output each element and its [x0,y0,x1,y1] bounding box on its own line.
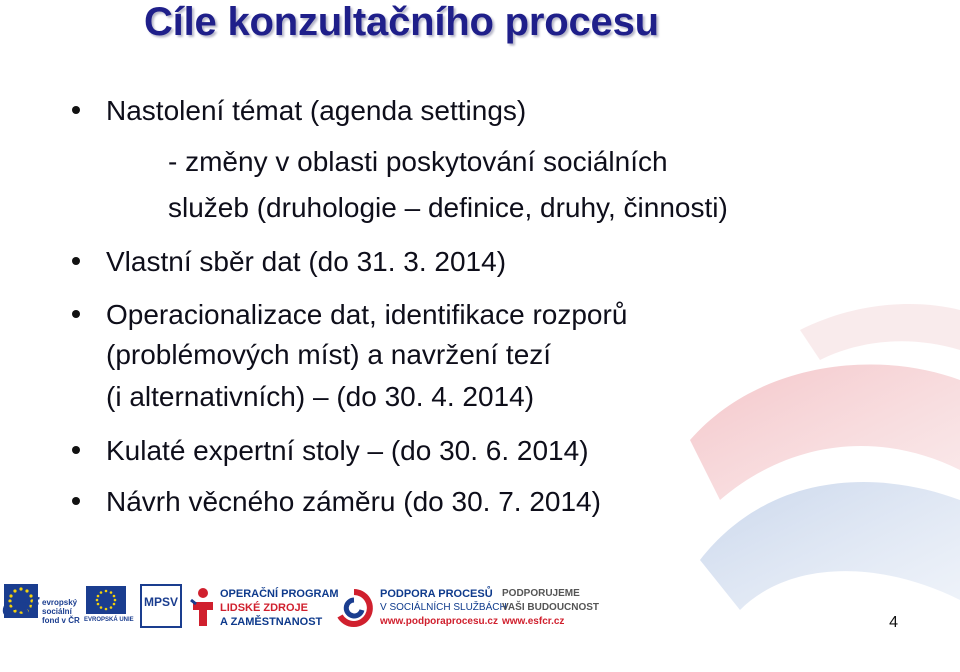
logo-strip [0,578,960,638]
line-9: Návrh věcného záměru (do 30. 7. 2014) [106,486,601,517]
mpsv-logo [140,584,182,628]
eu-logo [84,586,134,632]
line-6: (problémových míst) a navržení tezí [106,339,552,370]
esf-text-2: sociální [42,607,72,616]
op-line-1: OPERAČNÍ PROGRAM [220,588,339,600]
budoucnost-line-1: PODPORUJEME [502,588,580,599]
eu-flag-icon [86,586,126,614]
line-7: (i alternativních) – (do 30. 4. 2014) [106,381,535,412]
op-figure-icon [190,586,216,628]
mpsv-text: MPSV [143,595,178,609]
op-line-3: A ZAMĚSTNANOST [220,616,323,628]
line-1: Nastolení témat (agenda settings) [106,95,527,126]
bullet-1 [72,106,80,114]
page-number: 4 [889,614,898,631]
podpora-procesu-logo [334,584,507,632]
line-5: Operacionalizace dat, identifikace rozporů [106,299,628,330]
esf-mark: esf [2,592,37,622]
esf-text-1: evropský [42,598,78,607]
esf-logo [0,578,80,634]
line-4: Vlastní sběr dat (do 31. 3. 2014) [106,246,507,277]
esf-text-3: fond v ČR [42,616,80,625]
line-2: - změny v oblasti poskytování sociálních [168,146,668,177]
bullet-3 [72,310,80,318]
bullet-5 [72,497,80,505]
budoucnost-line-3: www.esfcr.cz [502,616,565,627]
bullet-4 [72,446,80,454]
bullet-2 [72,257,80,265]
op-line-2: LIDSKÉ ZDROJE [220,602,309,614]
podpora-line-3: www.podporaprocesu.cz [380,616,498,627]
budoucnost-line-2: VAŠI BUDOUCNOST [502,602,600,613]
line-3: služeb (druhologie – definice, druhy, činnosti) [168,192,728,223]
op-lzz-logo [190,584,339,632]
line-8: Kulaté expertní stoly – (do 30. 6. 2014) [106,435,589,466]
slide-title: Cíle konzultačního procesu [144,0,659,44]
eu-text: EVROPSKÁ UNIE [84,617,134,623]
podpora-line-1: PODPORA PROCESŮ [380,588,493,600]
podpora-line-2: V SOCIÁLNÍCH SLUŽBÁCH [380,602,507,613]
podporujeme-logo [502,584,612,632]
podpora-swirl-icon [334,588,374,628]
